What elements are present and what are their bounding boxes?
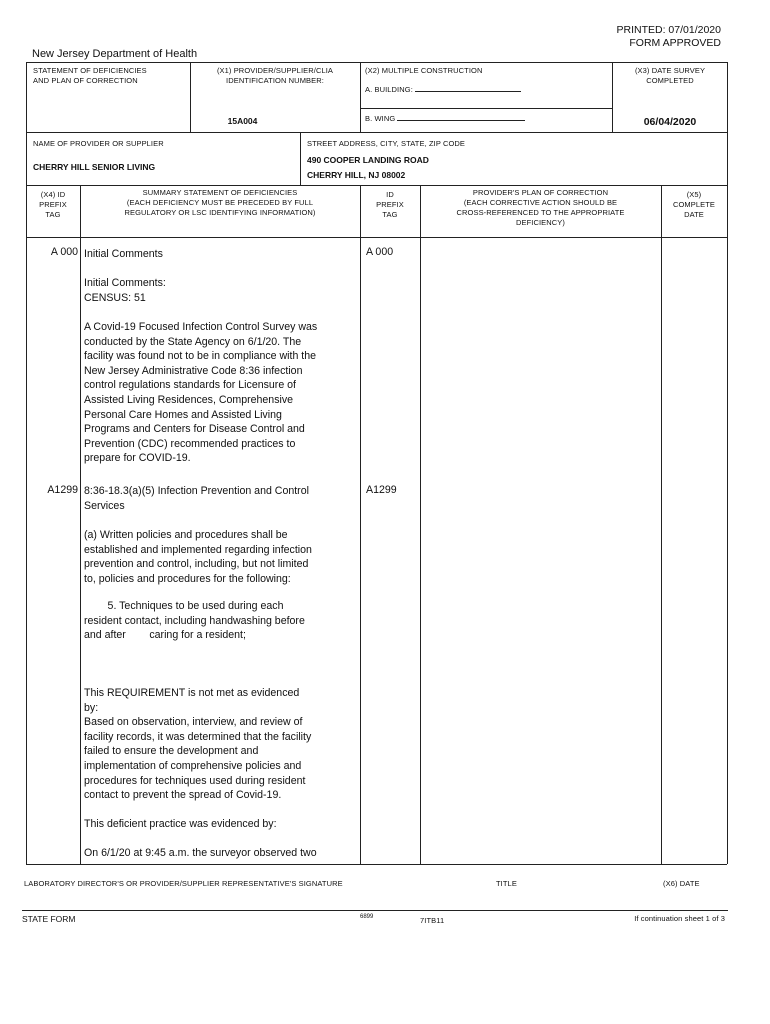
column-x5-header: (X5) COMPLETE DATE [672, 190, 716, 219]
x1-value: 15A004 [227, 116, 258, 126]
date-label: (X6) DATE [663, 879, 700, 888]
address-line1: 490 COOPER LANDING ROAD [307, 155, 429, 165]
wing-field [365, 112, 525, 124]
entry-heading: 8:36-18.3(a)(5) Infection Prevention and Control Services [84, 485, 309, 512]
continuation-note: If continuation sheet 1 of 3 [634, 914, 725, 923]
x2-label: (X2) MULTIPLE CONSTRUCTION [365, 66, 483, 75]
entry-paragraph: (a) Written policies and procedures shall be established and implemented regarding infection prevention and control, including, but not limited to, policies and procedures for the following: [84, 529, 312, 585]
entry-paragraph: This deficient practice was evidenced by: [84, 818, 277, 830]
entry-tag: A1299 [47, 484, 78, 496]
entry-tag: A 000 [50, 246, 78, 258]
entry-id-tag: A1299 [366, 484, 397, 496]
provider-name: CHERRY HILL SENIOR LIVING [33, 162, 156, 172]
form-number: 6899 [360, 914, 374, 920]
agency-name: New Jersey Department of Health [32, 48, 198, 60]
entry-id-tag: A 000 [366, 246, 394, 258]
state-form-label: STATE FORM [22, 914, 76, 924]
column-summary-header: SUMMARY STATEMENT OF DEFICIENCIES (EACH DEFICIENCY MUST BE PRECEDED BY FULL REGULATORY OR LSC IDENTIFYING INFORMATION) [124, 188, 316, 217]
event-id: 7ITB11 [420, 916, 445, 925]
signature-label: LABORATORY DIRECTOR'S OR PROVIDER/SUPPLIER REPRESENTATIVE'S SIGNATURE [24, 879, 343, 888]
entry-heading: Initial Comments [84, 248, 163, 260]
address-line2: CHERRY HILL, NJ 08002 [307, 170, 406, 180]
entry-paragraph: 5. Techniques to be used during each resident contact, including handwashing before and after caring for a resident; [84, 600, 305, 642]
column-id-header: ID PREFIX TAG [376, 190, 404, 219]
title-label: TITLE [496, 879, 517, 888]
address-label: STREET ADDRESS, CITY, STATE, ZIP CODE [307, 139, 466, 148]
entry-paragraph: This REQUIREMENT is not met as evidenced by: Based on observation, interview, and review of facility records, it was determined that the facility failed to ensure the development and implementation of comprehensive policies and procedures for techniques used during resident contact to prevent the spread of Covid-19. [84, 687, 312, 802]
column-x4-header: (X4) ID PREFIX TAG [39, 190, 67, 219]
entry-paragraph: A Covid-19 Focused Infection Control Survey was conducted by the State Agency on 6/1/20. The facility was found not to be in compliance with the New Jersey Administrative Code 8:36 infection control regulations standards for Licensure of Assisted Living Residences, Comprehensive Personal Care Homes and Assisted Living Programs and Centers for Disease Control and Prevention (CDC) recommended practices to prepare for COVID-19. [84, 321, 318, 465]
form-status: FORM APPROVED [629, 37, 721, 49]
x3-value: 06/04/2020 [643, 116, 697, 128]
building-field [365, 83, 521, 95]
x3-label: (X3) DATE SURVEY COMPLETED [634, 66, 706, 85]
building-label: A. BUILDING: [365, 85, 413, 94]
provider-label: NAME OF PROVIDER OR SUPPLIER [33, 139, 164, 148]
printed-date: PRINTED: 07/01/2020 [616, 24, 721, 36]
x1-label: (X1) PROVIDER/SUPPLIER/CLIA IDENTIFICATION NUMBER: [216, 66, 334, 85]
entry-paragraph: Initial Comments: CENSUS: 51 [84, 277, 166, 304]
column-plan-header: PROVIDER'S PLAN OF CORRECTION (EACH CORRECTIVE ACTION SHOULD BE CROSS-REFERENCED TO THE APPROPRIATE DEFICIENCY) [456, 188, 625, 227]
wing-label: B. WING [365, 114, 396, 123]
statement-title: STATEMENT OF DEFICIENCIES AND PLAN OF CORRECTION [33, 66, 147, 85]
entry-paragraph: On 6/1/20 at 9:45 a.m. the surveyor observed two [84, 847, 317, 859]
